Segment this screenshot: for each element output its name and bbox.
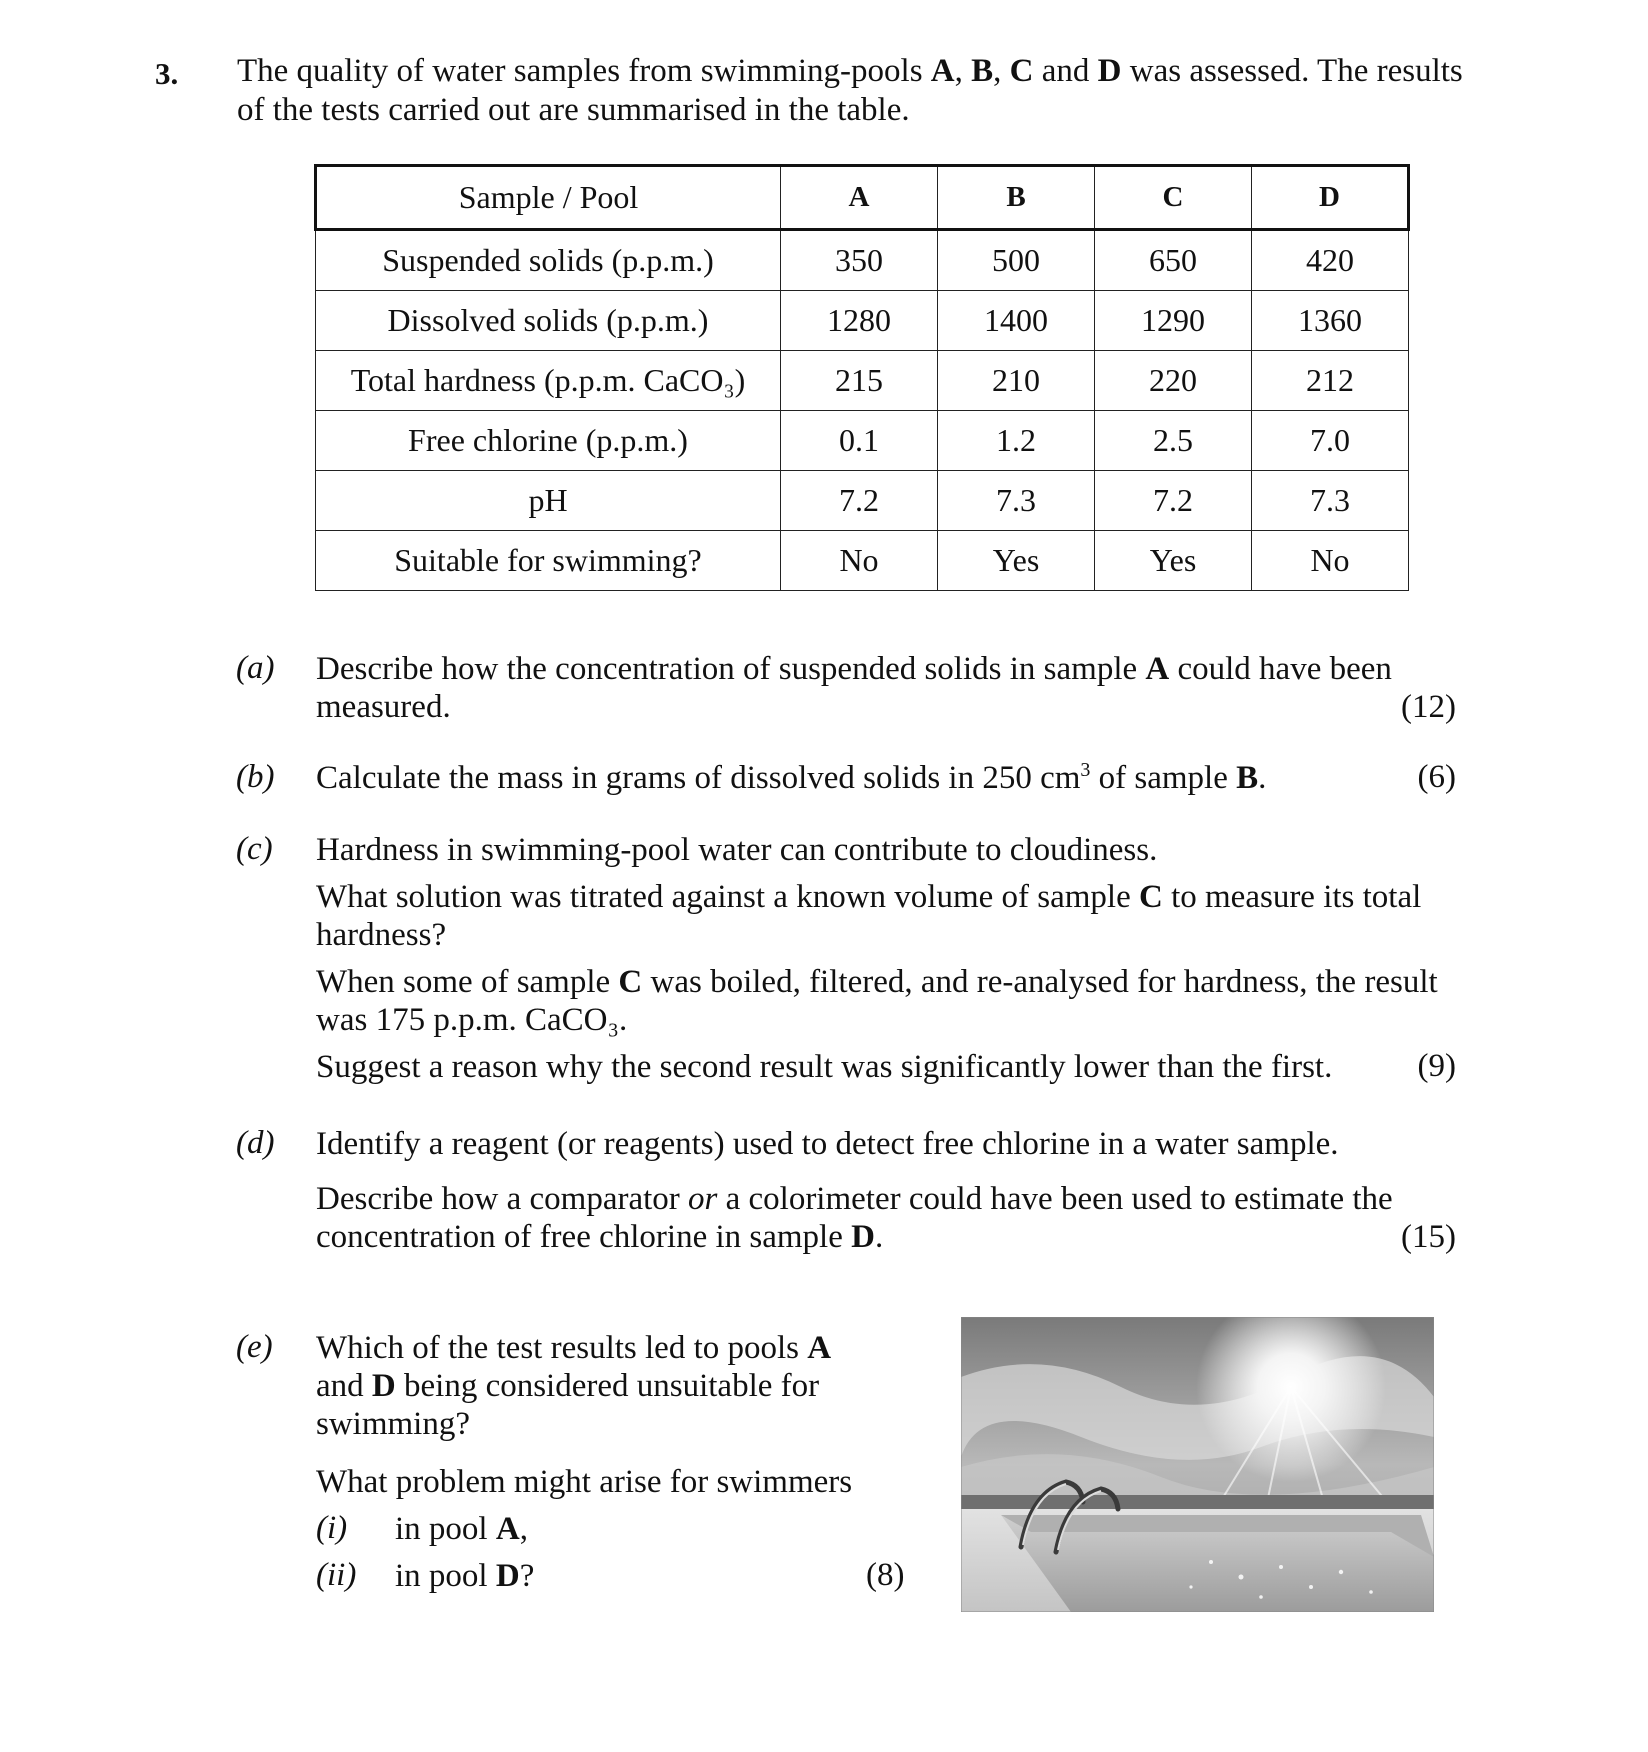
table-cell: Yes [938,531,1095,591]
table-cell: Dissolved solids (p.p.m.) [316,291,781,351]
swimming-pool-photo [961,1317,1434,1612]
table-cell: 220 [1095,351,1252,411]
table-cell: 7.2 [1095,471,1252,531]
part-c-label: (c) [236,831,273,867]
table-cell: No [781,531,938,591]
part-e-ii-label: (ii) [316,1557,357,1593]
part-d-marks: (15) [1401,1219,1456,1255]
table-header-cell: A [781,166,938,230]
table-cell: 500 [938,230,1095,291]
table-row [316,351,1409,411]
table-cell: Yes [1095,531,1252,591]
table-cell: Suspended solids (p.p.m.) [316,230,781,291]
table-cell: Free chlorine (p.p.m.) [316,411,781,471]
part-c-p3: When some of sample C was boiled, filtered, and re-analysed for hardness, the result was 175 p.p.m. CaCO₃. [316,964,1438,1038]
part-e-i-label: (i) [316,1510,348,1546]
table-cell: 2.5 [1095,411,1252,471]
part-d-p1: Identify a reagent (or reagents) used to detect free chlorine in a water sample. [316,1126,1339,1162]
part-e-i-text: in pool A, [395,1511,528,1547]
part-b-text: Calculate the mass in grams of dissolved solids in 250 $cm^3$ of sample B. [316,759,1267,796]
part-b-label: (b) [236,759,275,795]
table-cell: 650 [1095,230,1252,291]
table-row [316,230,1409,291]
table-cell: 212 [1252,351,1409,411]
table-header-row [316,166,1409,230]
part-a-label: (a) [236,650,275,686]
table-cell: 420 [1252,230,1409,291]
part-c-p1: Hardness in swimming-pool water can contribute to cloudiness. [316,832,1158,868]
part-c-p4: Suggest a reason why the second result was significantly lower than the first. [316,1049,1333,1085]
part-e-label: (e) [236,1329,273,1365]
table-cell: Suitable for swimming? [316,531,781,591]
part-e-p2: What problem might arise for swimmers [316,1464,853,1500]
table-cell: 7.0 [1252,411,1409,471]
part-e-ii-text: in pool D? [395,1558,535,1594]
table-cell: 210 [938,351,1095,411]
question-intro: The quality of water samples from swimming-pools A, B, C and D was assessed. The results of the tests carried out are summarised in the table. [237,53,1463,128]
part-c-marks: (9) [1417,1048,1456,1084]
part-a-marks: (12) [1401,689,1456,725]
table-cell: 1.2 [938,411,1095,471]
part-a-text: Describe how the concentration of suspended solids in sample A could have been measured. [316,651,1392,725]
table-cell: Total hardness (p.p.m. CaCO₃) [316,351,781,411]
table-cell: 1360 [1252,291,1409,351]
part-b-marks: (6) [1417,759,1456,795]
table-cell: 7.3 [938,471,1095,531]
table-cell: No [1252,531,1409,591]
table-cell: 1280 [781,291,938,351]
table-row [316,291,1409,351]
results-table [314,164,1410,591]
question-number: 3. [155,56,179,91]
table-row [316,471,1409,531]
part-d-p2: Describe how a comparator or a colorimeter could have been used to estimate the concentration of free chlorine in sample D. [316,1181,1393,1255]
table-row [316,411,1409,471]
part-e-marks: (8) [866,1557,905,1593]
table-header-cell: C [1095,166,1252,230]
table-cell: 215 [781,351,938,411]
table-header-cell: B [938,166,1095,230]
table-cell: 7.2 [781,471,938,531]
table-cell: pH [316,471,781,531]
table-row [316,531,1409,591]
part-e-p1: Which of the test results led to pools A and D being considered unsuitable for swimming? [316,1330,832,1442]
table-cell: 0.1 [781,411,938,471]
table-cell: 350 [781,230,938,291]
part-c-p2: What solution was titrated against a known volume of sample C to measure its total hardness? [316,879,1422,953]
table-header-cell: Sample / Pool [316,166,781,230]
table-cell: 1290 [1095,291,1252,351]
part-d-label: (d) [236,1125,275,1161]
table-cell: 7.3 [1252,471,1409,531]
table-cell: 1400 [938,291,1095,351]
table-header-cell: D [1252,166,1409,230]
